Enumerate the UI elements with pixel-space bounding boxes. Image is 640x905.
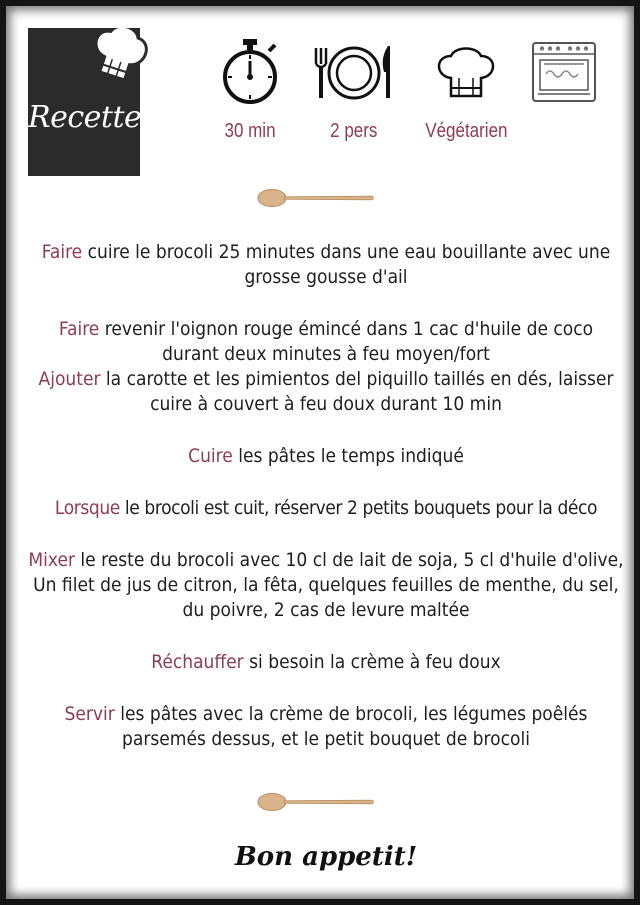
step-4 xyxy=(18,444,634,469)
step-2 xyxy=(36,317,616,367)
wooden-spoon-icon xyxy=(256,188,376,208)
step-verb: Réchauffer xyxy=(151,651,244,673)
badge-label: Recette xyxy=(28,100,142,135)
closing-text: Bon appetit! xyxy=(234,842,418,872)
step-text: si besoin la crème à feu doux xyxy=(243,651,501,673)
info-servings xyxy=(306,36,402,143)
recipe-steps xyxy=(18,240,634,752)
info-time-label: 30 min xyxy=(224,120,276,142)
chef-hat-icon xyxy=(431,44,501,100)
step-verb: Mixer xyxy=(28,549,75,571)
info-oven xyxy=(528,36,600,108)
step-verb: Faire xyxy=(58,318,100,340)
step-text: cuire le brocoli 25 minutes dans une eau bouillante avec une grosse gousse d'ail xyxy=(82,241,611,288)
step-verb: Servir xyxy=(64,703,115,725)
step-verb: Ajouter xyxy=(38,368,101,390)
step-6 xyxy=(26,548,626,623)
step-text: revenir l'oignon rouge émincé dans 1 cac d'huile de coco durant deux minutes à feu moyen/fort xyxy=(99,318,594,365)
step-7 xyxy=(18,650,634,675)
step-text: la carotte et les pimientos del piquillo taillés en dés, laisser cuire à couvert à feu doux durant 10 min xyxy=(100,368,614,415)
step-text: le brocoli est cuit, réserver 2 petits bouquets pour la déco xyxy=(119,497,598,519)
step-text: les pâtes avec la crème de brocoli, les légumes poêlés parsemés dessus, et le petit bouquet de brocoli xyxy=(114,703,588,750)
step-verb: Faire xyxy=(41,241,83,263)
step-text: les pâtes le temps indiqué xyxy=(232,445,464,467)
step-8 xyxy=(56,702,596,752)
step-1 xyxy=(41,240,611,290)
info-servings-label: 2 pers xyxy=(330,120,378,142)
info-diet-label: Végétarien xyxy=(424,120,508,142)
recipe-badge xyxy=(28,28,166,176)
step-text: le reste du brocoli avec 10 cl de lait de soja, 5 cl d'huile d'olive, Un filet de jus de citron, la fêta, quelques feuilles de menthe, du sel, du poivre, 2 cas de levure maltée xyxy=(33,549,624,621)
step-verb: Cuire xyxy=(188,445,233,467)
info-diet xyxy=(414,36,518,143)
plate-cutlery-icon xyxy=(308,42,400,102)
info-time xyxy=(212,36,288,143)
step-5 xyxy=(18,496,634,521)
oven-icon xyxy=(530,40,598,104)
step-verb: Lorsque xyxy=(54,497,120,519)
step-3 xyxy=(26,367,626,417)
stopwatch-icon xyxy=(219,37,281,107)
wooden-spoon-icon xyxy=(256,792,376,812)
